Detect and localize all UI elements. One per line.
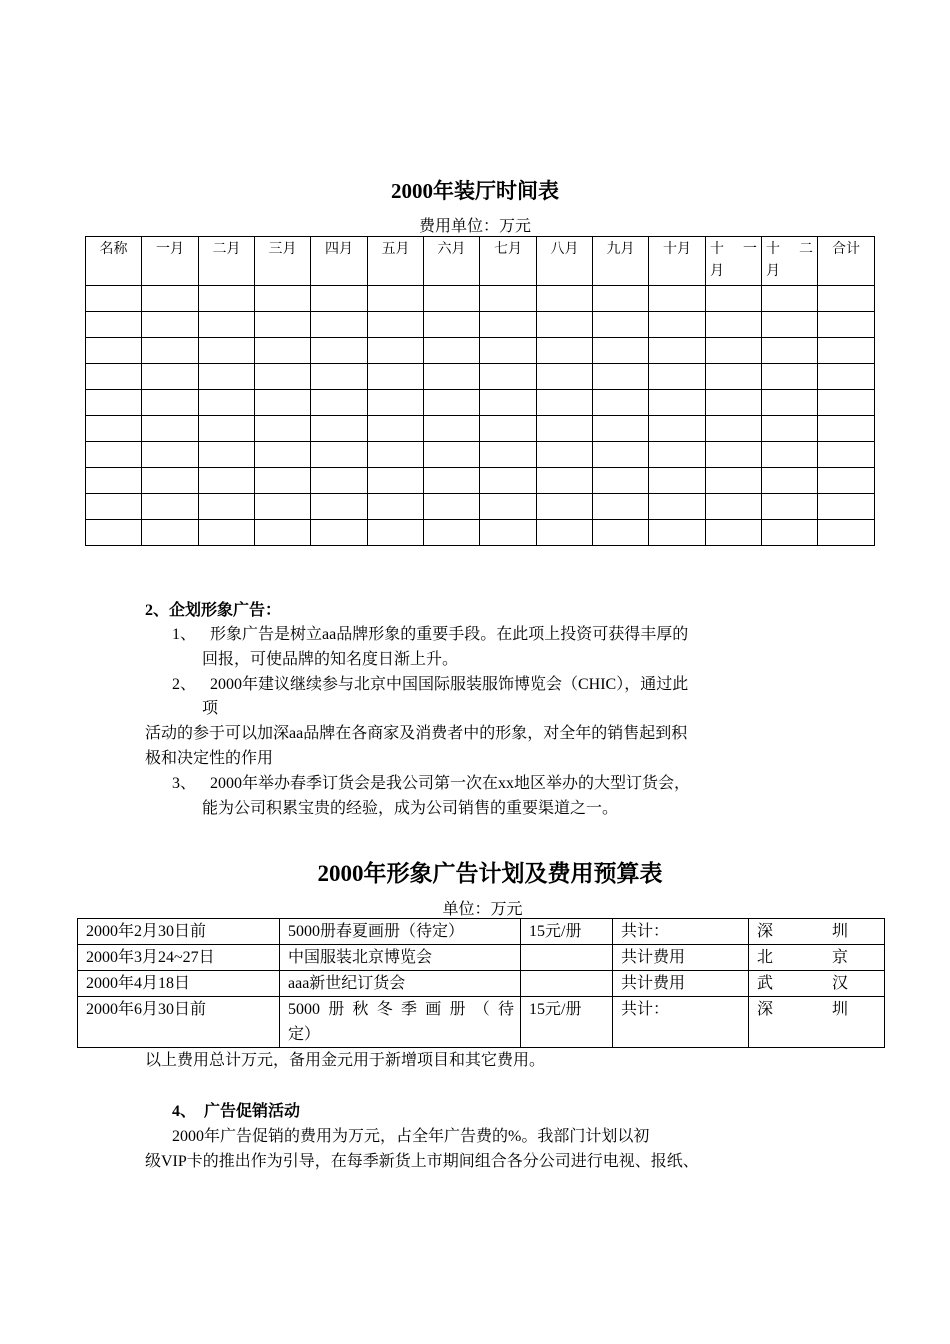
- table-row: [86, 390, 875, 416]
- date-cell: 2000年6月30日前: [78, 997, 280, 1048]
- paragraph-line2: 极和决定性的作用: [145, 750, 274, 767]
- item-cell: [280, 997, 521, 1048]
- table-cell: [593, 338, 649, 364]
- header-cell: 四月: [311, 237, 368, 286]
- table-row: [86, 468, 875, 494]
- table-cell: [818, 520, 875, 546]
- table-cell: [368, 338, 424, 364]
- table-cell: [649, 286, 706, 312]
- table-cell: [706, 468, 762, 494]
- schedule-title: 2000年装厅时间表: [391, 179, 559, 203]
- item1-number: 1、: [172, 626, 197, 643]
- table-cell: [86, 416, 142, 442]
- table-cell: [706, 416, 762, 442]
- table-row: [86, 520, 875, 546]
- table-cell: [311, 312, 368, 338]
- table-cell: [706, 520, 762, 546]
- budget-unit: 单位：万元: [442, 901, 523, 918]
- table-cell: [537, 390, 593, 416]
- table-cell: [649, 364, 706, 390]
- table-cell: [311, 442, 368, 468]
- header-cell-split: [706, 237, 762, 286]
- table-cell: [593, 442, 649, 468]
- table-cell: [255, 390, 311, 416]
- table-cell: [706, 442, 762, 468]
- table-cell: [311, 338, 368, 364]
- city-char: 汉: [831, 975, 848, 992]
- table-cell: [311, 468, 368, 494]
- table-cell: [649, 468, 706, 494]
- table-cell: [706, 390, 762, 416]
- schedule-header-row: [86, 237, 875, 286]
- date-cell: 2000年2月30日前: [78, 919, 280, 945]
- table-row: [86, 494, 875, 520]
- table-row: [86, 312, 875, 338]
- item-line: 定）: [288, 1026, 321, 1043]
- header-cell: 十月: [649, 237, 706, 286]
- header-cell: 十 二 月: [766, 242, 813, 279]
- table-cell: [706, 286, 762, 312]
- table-cell: [142, 494, 199, 520]
- table-cell: [762, 494, 818, 520]
- table-cell: [537, 416, 593, 442]
- table-cell: [424, 364, 480, 390]
- item3-line1: 2000年举办春季订货会是我公司第一次在xx地区举办的大型订货会，: [210, 775, 691, 792]
- table-cell: [480, 286, 537, 312]
- table-cell: [86, 286, 142, 312]
- city-char: 深: [757, 1001, 774, 1018]
- table-cell: [424, 468, 480, 494]
- header-cell: 六月: [424, 237, 480, 286]
- item-cell: 5000册春夏画册（待定）: [280, 919, 521, 945]
- budget-note: 以上费用总计万元，备用金元用于新增项目和其它费用。: [145, 1052, 546, 1069]
- table-cell: [762, 286, 818, 312]
- table-cell: [424, 494, 480, 520]
- table-cell: [649, 390, 706, 416]
- table-row: [86, 364, 875, 390]
- table-cell: [142, 390, 199, 416]
- table-cell: [593, 468, 649, 494]
- table-cell: [762, 364, 818, 390]
- table-cell: [368, 494, 424, 520]
- table-cell: [311, 520, 368, 546]
- table-cell: [480, 416, 537, 442]
- section2-heading: 2、企划形象广告：: [145, 602, 282, 619]
- header-cell: 三月: [255, 237, 311, 286]
- table-cell: [199, 416, 255, 442]
- table-cell: [424, 312, 480, 338]
- total-cell: 共计：: [613, 919, 749, 945]
- table-row: [78, 971, 885, 997]
- table-cell: [818, 442, 875, 468]
- city-char: 武: [757, 975, 774, 992]
- item2-number: 2、: [172, 676, 197, 693]
- table-cell: [818, 286, 875, 312]
- table-cell: [593, 520, 649, 546]
- city-cell: [749, 945, 885, 971]
- table-cell: [199, 286, 255, 312]
- table-cell: [255, 468, 311, 494]
- city-char: 圳: [831, 923, 848, 940]
- table-cell: [424, 442, 480, 468]
- table-cell: [368, 442, 424, 468]
- header-cell: 八月: [537, 237, 593, 286]
- table-cell: [762, 442, 818, 468]
- table-cell: [255, 312, 311, 338]
- table-cell: [818, 312, 875, 338]
- table-cell: [480, 520, 537, 546]
- table-cell: [424, 390, 480, 416]
- header-cell: 十 一 月: [710, 242, 757, 279]
- table-cell: [424, 520, 480, 546]
- budget-table: [77, 918, 885, 1048]
- table-cell: [142, 312, 199, 338]
- item-cell: aaa新世纪订货会: [280, 971, 521, 997]
- table-cell: [593, 312, 649, 338]
- table-cell: [142, 286, 199, 312]
- price-cell: 15元/册: [521, 919, 613, 945]
- table-cell: [762, 390, 818, 416]
- table-cell: [649, 442, 706, 468]
- table-cell: [480, 312, 537, 338]
- table-row: [86, 338, 875, 364]
- table-cell: [537, 364, 593, 390]
- table-cell: [480, 338, 537, 364]
- table-cell: [762, 468, 818, 494]
- table-cell: [199, 442, 255, 468]
- table-cell: [424, 416, 480, 442]
- table-cell: [368, 286, 424, 312]
- table-row: [78, 919, 885, 945]
- table-cell: [537, 442, 593, 468]
- item-line: 5000册秋冬季画册（待: [288, 1001, 514, 1018]
- table-cell: [368, 468, 424, 494]
- table-cell: [199, 520, 255, 546]
- section4-heading: 4、 广告促销活动: [172, 1103, 301, 1120]
- item1-line1: 形象广告是树立aa品牌形象的重要手段。在此项上投资可获得丰厚的: [210, 626, 689, 643]
- table-cell: [142, 338, 199, 364]
- table-cell: [649, 312, 706, 338]
- table-cell: [199, 364, 255, 390]
- table-cell: [480, 390, 537, 416]
- table-cell: [199, 494, 255, 520]
- item-cell: 中国服装北京博览会: [280, 945, 521, 971]
- city-cell: [749, 997, 885, 1048]
- table-cell: [368, 312, 424, 338]
- table-cell: [142, 416, 199, 442]
- table-cell: [818, 338, 875, 364]
- table-cell: [86, 364, 142, 390]
- schedule-unit: 费用单位：万元: [418, 218, 531, 235]
- table-cell: [593, 494, 649, 520]
- total-cell: 共计费用: [613, 971, 749, 997]
- item2-line2: 项: [202, 700, 219, 717]
- table-cell: [86, 494, 142, 520]
- table-cell: [199, 468, 255, 494]
- table-cell: [199, 338, 255, 364]
- table-cell: [142, 364, 199, 390]
- table-cell: [649, 338, 706, 364]
- table-cell: [537, 338, 593, 364]
- table-cell: [649, 416, 706, 442]
- table-cell: [818, 364, 875, 390]
- table-cell: [368, 520, 424, 546]
- table-cell: [86, 468, 142, 494]
- header-cell: 合计: [818, 237, 875, 286]
- price-cell: 15元/册: [521, 997, 613, 1048]
- table-cell: [255, 442, 311, 468]
- table-cell: [142, 442, 199, 468]
- table-cell: [818, 468, 875, 494]
- table-cell: [311, 494, 368, 520]
- table-cell: [706, 312, 762, 338]
- date-cell: 2000年4月18日: [78, 971, 280, 997]
- table-row: [86, 416, 875, 442]
- section4-line2: 级VIP卡的推出作为引导，在每季新货上市期间组合各分公司进行电视、报纸、: [145, 1153, 699, 1170]
- table-cell: [649, 494, 706, 520]
- table-cell: [818, 494, 875, 520]
- table-cell: [537, 468, 593, 494]
- table-cell: [199, 390, 255, 416]
- table-cell: [762, 520, 818, 546]
- table-cell: [762, 416, 818, 442]
- table-cell: [818, 416, 875, 442]
- header-cell: 五月: [368, 237, 424, 286]
- table-cell: [311, 416, 368, 442]
- table-cell: [368, 390, 424, 416]
- table-cell: [593, 364, 649, 390]
- table-cell: [649, 520, 706, 546]
- header-cell: 七月: [480, 237, 537, 286]
- table-cell: [706, 338, 762, 364]
- table-cell: [86, 390, 142, 416]
- city-char: 京: [831, 949, 848, 966]
- total-cell: 共计费用: [613, 945, 749, 971]
- table-cell: [311, 286, 368, 312]
- item1-line2: 回报，可使品牌的知名度日渐上升。: [202, 651, 459, 668]
- table-cell: [199, 312, 255, 338]
- item3-number: 3、: [172, 775, 197, 792]
- header-cell: 九月: [593, 237, 649, 286]
- header-cell-split: [762, 237, 818, 286]
- table-cell: [142, 520, 199, 546]
- table-cell: [368, 364, 424, 390]
- table-cell: [762, 312, 818, 338]
- table-cell: [537, 312, 593, 338]
- table-cell: [593, 390, 649, 416]
- table-cell: [255, 286, 311, 312]
- table-cell: [311, 390, 368, 416]
- budget-title: 2000年形象广告计划及费用预算表: [317, 861, 663, 886]
- date-cell: 2000年3月24~27日: [78, 945, 280, 971]
- city-char: 深: [757, 923, 774, 940]
- table-cell: [424, 338, 480, 364]
- table-cell: [593, 416, 649, 442]
- table-cell: [818, 390, 875, 416]
- table-cell: [86, 442, 142, 468]
- total-cell: 共计：: [613, 997, 749, 1048]
- table-cell: [86, 338, 142, 364]
- table-cell: [480, 364, 537, 390]
- table-cell: [762, 338, 818, 364]
- header-cell: 一月: [142, 237, 199, 286]
- table-cell: [368, 416, 424, 442]
- price-cell: [521, 971, 613, 997]
- table-cell: [480, 442, 537, 468]
- table-cell: [706, 494, 762, 520]
- table-cell: [311, 364, 368, 390]
- section4-line1: 2000年广告促销的费用为万元，占全年广告费的%。我部门计划以初: [172, 1128, 650, 1145]
- table-cell: [142, 468, 199, 494]
- table-row: [78, 997, 885, 1048]
- table-row: [86, 286, 875, 312]
- paragraph-line1: 活动的参于可以加深aa品牌在各商家及消费者中的形象，对全年的销售起到积: [145, 725, 688, 742]
- item2-line1: 2000年建议继续参与北京中国国际服装服饰博览会（CHIC），通过此: [210, 676, 689, 693]
- table-cell: [255, 364, 311, 390]
- table-cell: [593, 286, 649, 312]
- header-cell: 名称: [86, 237, 142, 286]
- table-cell: [86, 520, 142, 546]
- table-cell: [537, 520, 593, 546]
- table-cell: [255, 338, 311, 364]
- schedule-table: [85, 236, 875, 546]
- table-cell: [537, 494, 593, 520]
- table-cell: [255, 416, 311, 442]
- city-char: 圳: [831, 1001, 848, 1018]
- city-cell: [749, 971, 885, 997]
- table-cell: [424, 286, 480, 312]
- table-cell: [255, 520, 311, 546]
- table-cell: [480, 494, 537, 520]
- table-cell: [706, 364, 762, 390]
- price-cell: [521, 945, 613, 971]
- table-cell: [86, 312, 142, 338]
- table-cell: [255, 494, 311, 520]
- city-char: 北: [757, 949, 774, 966]
- city-cell: [749, 919, 885, 945]
- table-cell: [480, 468, 537, 494]
- table-cell: [537, 286, 593, 312]
- table-row: [78, 945, 885, 971]
- table-row: [86, 442, 875, 468]
- header-cell: 二月: [199, 237, 255, 286]
- item3-line2: 能为公司积累宝贵的经验，成为公司销售的重要渠道之一。: [202, 800, 619, 817]
